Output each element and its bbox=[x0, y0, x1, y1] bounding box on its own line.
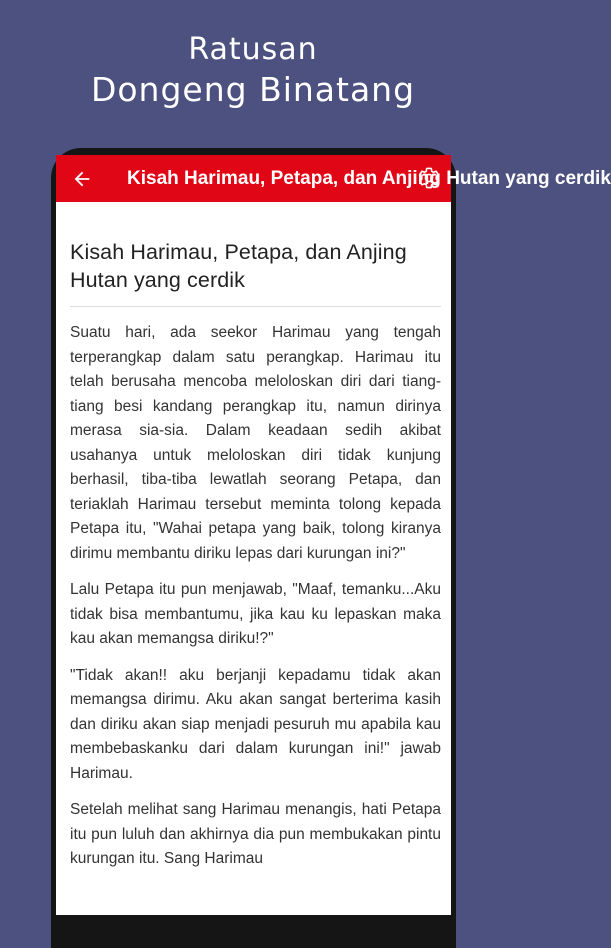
promo-line-1: Ratusan bbox=[188, 32, 318, 67]
promo-line-2: Dongeng Binatang bbox=[90, 70, 416, 109]
phone-screen bbox=[56, 155, 611, 915]
story-paragraph: Suatu hari, ada seekor Harimau yang tengah terperangkap dalam satu perangkap. Harimau itu telah berusaha mencoba meloloskan diri dari tiang-tiang besi kandang perangkap itu, namun dirinya merasa sia-sia. Dalam keadaan sedih akibat usahanya untuk meloloskan diri tidak kunjung berhasil, tiba-tiba lewatlah seorang Petapa, dan teriaklah Harimau tersebut meminta tolong kepada Petapa itu, "Wahai petapa yang baik, tolong kiranya dirimu membantu diriku lepas dari kurungan ini?" bbox=[70, 324, 441, 562]
story-title: Kisah Harimau, Petapa, dan Anjing Hutan yang cerdik bbox=[70, 240, 407, 292]
story-paragraph: Lalu Petapa itu pun menjawab, "Maaf, temanku...Aku tidak bisa membantumu, jika kau ku lepaskan maka kau akan memangsa diriku!?" bbox=[70, 581, 441, 647]
gear-icon bbox=[417, 166, 441, 190]
story-content bbox=[70, 202, 441, 872]
story-paragraph: Setelah melihat sang Harimau menangis, hati Petapa itu pun luluh dan akhirnya dia pun membukakan pintu kurungan itu. Sang Harimau bbox=[70, 801, 441, 867]
story-paragraph: "Tidak akan!! aku berjanji kepadamu tidak akan memangsa dirimu. Aku akan sangat berterima kasih dan diriku akan siap menjadi pesuruh mu apabila kau membebaskanku dari dalam kurungan ini!" jawab Harimau. bbox=[70, 666, 441, 782]
promo-heading bbox=[0, 30, 506, 110]
title-divider bbox=[70, 306, 441, 307]
app-bar-title: Kisah Harimau, Petapa, dan Anjing Hutan yang cerdik bbox=[127, 168, 611, 189]
arrow-left-icon bbox=[71, 168, 93, 190]
app-bar bbox=[56, 155, 611, 202]
settings-button[interactable] bbox=[415, 164, 443, 192]
back-button[interactable] bbox=[68, 165, 96, 193]
